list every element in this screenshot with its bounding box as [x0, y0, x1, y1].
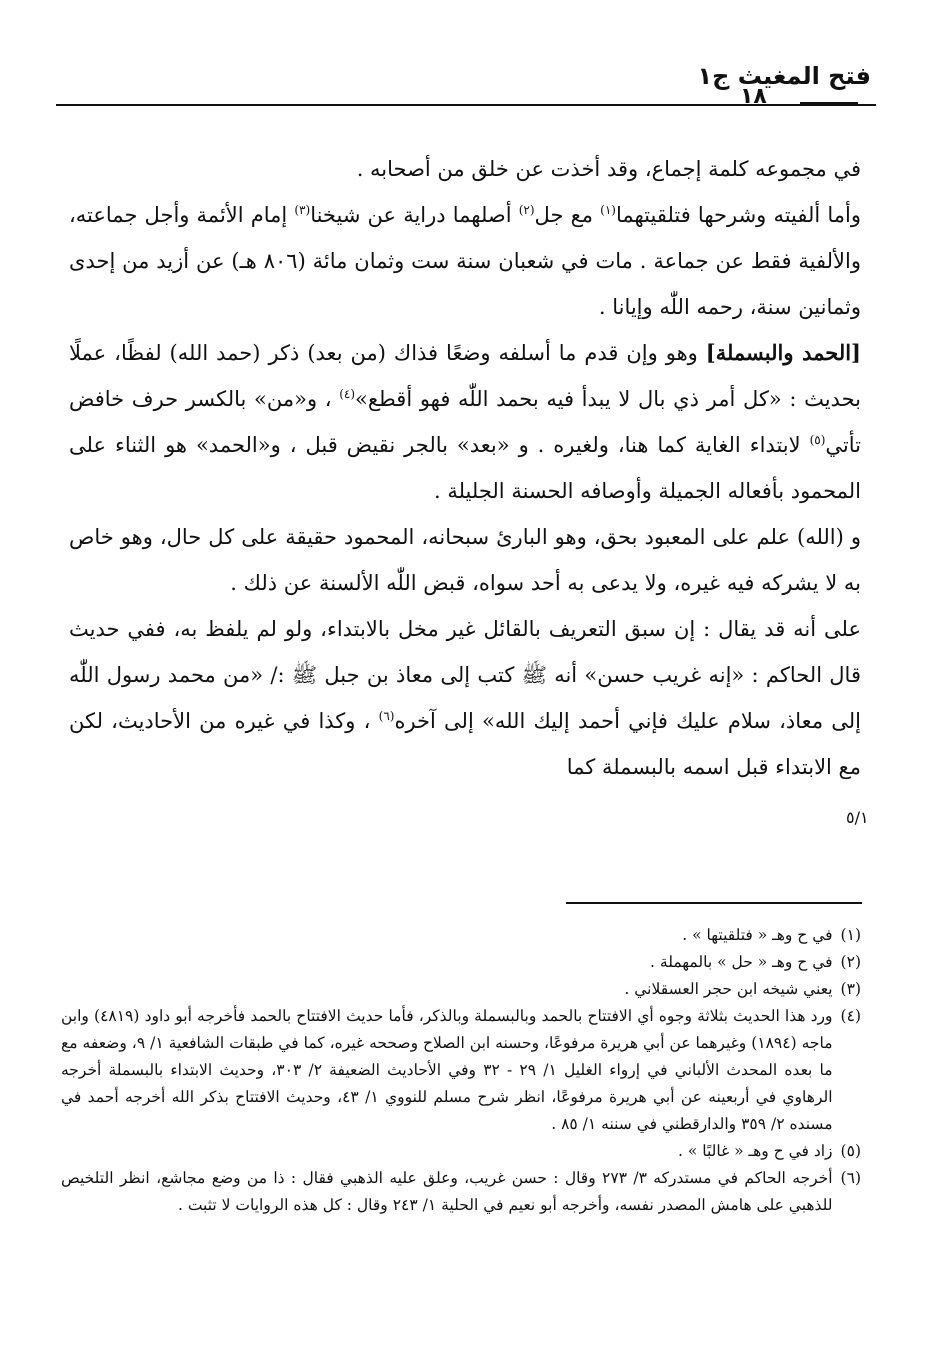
footnote-ref-3[interactable]: (٣): [294, 203, 311, 217]
footnote-text: أخرجه الحاكم في مستدركه ٣/ ٢٧٣ وقال : حسن غريب، وعلق عليه الذهبي فقال : ذا من وضع مجاشع، انظر التلخيص للذهبي على هامش المصدر نفسه، وأخرجه أبو نعيم في الحلية ١/ ٢٤٣ وقال : كل هذه الروايات لا تثبت .: [61, 1169, 833, 1214]
paragraph-3: [69, 330, 861, 514]
footnote-text: في ح وهـ « حل » بالمهملة .: [650, 953, 833, 971]
paragraph-3-text-c: لابتداء الغاية كما هنا، ولغيره . و «بعد» بالجر نقيض قبل ، و«الحمد» هو الثناء على المحمود بأفعاله الجميلة وأوصافه الحسنة الجليلة .: [69, 433, 861, 503]
footnote-item: [61, 949, 861, 976]
footnote-item: [61, 1138, 861, 1165]
footnote-separator: [566, 902, 862, 904]
footnote-number: (١): [840, 926, 861, 944]
paragraph-2-text-a: وأما ألفيته وشرحها فتلقيتهما: [615, 203, 861, 227]
footnote-ref-4[interactable]: (٤): [339, 387, 356, 401]
paragraph-2-text-c: أصلهما دراية عن شيخنا: [310, 203, 519, 227]
footnote-number: (٦): [840, 1169, 861, 1187]
paragraph-1: في مجموعه كلمة إجماع، وقد أخذت عن خلق من أصحابه .: [356, 157, 861, 181]
header-rule: [56, 104, 876, 106]
footnote-ref-1[interactable]: (١): [600, 203, 616, 217]
section-heading: [الحمد والبسملة]: [705, 340, 861, 365]
footnote-text: زاد في ح وهـ « غالبًا » .: [677, 1142, 833, 1160]
footnotes: [61, 922, 861, 1219]
paragraph-5-text-b: ، وكذا في غيره من الأحاديث، لكن مع الابتداء قبل اسمه بالبسملة كما: [69, 709, 861, 779]
footnote-number: (٥): [840, 1142, 861, 1160]
footnote-ref-6[interactable]: (٦): [378, 709, 395, 723]
main-text: [69, 146, 861, 790]
footnote-item: [61, 922, 861, 949]
footnote-number: (٣): [840, 980, 861, 998]
paragraph-3-text-a: وهو وإن قدم ما أسلفه وضعًا فذاك (من بعد) ذكر (حمد الله) لفظًا، عملًا بحديث : «كل أمر ذي بال لا يبدأ فيه بحمد اللّٰه فهو أقطع»: [69, 341, 861, 411]
paragraph-4: و (الله) علم على المعبود بحق، وهو البارئ سبحانه، المحمود حقيقة على كل حال، وهو خاص به لا يشركه فيه غيره، ولا يدعى به أحد سواه، قبض اللّٰه الألسنة عن ذلك .: [69, 525, 861, 595]
paragraph-5-text-a: على أنه قد يقال : إن سبق التعريف بالقائل غير مخل بالابتداء، ولو لم يلفظ به، ففي حديث قال الحاكم : «إنه غريب حسن» أنه ﷺ كتب إلى معاذ بن جبل ﷺ :/ «من محمد رسول اللّٰه إلى معاذ، سلام عليك فإني أحمد إليك الله» إلى آخره: [69, 617, 861, 733]
paragraph-2-text-b: مع جل: [534, 203, 601, 227]
paragraph-2-text-d: إمام الأئمة وأجل جماعته، والألفية فقط عن جماعة . مات في شعبان سنة ست وثمان مائة (٨٠٦ هـ) عن أزيد من إحدى وثمانين سنة، رحمه اللّٰه وإيانا .: [69, 203, 861, 319]
book-title: فتح المغيث ج١: [697, 62, 871, 90]
footnote-number: (٤): [840, 1007, 861, 1025]
footnote-number: (٢): [840, 953, 861, 971]
footnote-item: [61, 1165, 861, 1219]
paragraph-2: [69, 192, 861, 330]
footnote-text: يعني شيخه ابن حجر العسقلاني .: [624, 980, 833, 998]
footnote-text: ورد هذا الحديث بثلاثة وجوه أي الافتتاح بالحمد وبالبسملة وبالذكر، فأما حديث الافتتاح بالحمد فأخرجه أبو داود (٤٨١٩) وابن ماجه (١٨٩٤) وغيرهما عن أبي هريرة مرفوعًا، وحسنه ابن الصلاح وصححه غيره، كما في طبقات الشافعية ١/ ٩، وضعفه مع ما بعده المحدث الألباني في إرواء الغليل ١/ ٢٩ - ٣٢ وفي الأحاديث الضعيفة ٢/ ٣٠٣، وحديث الابتداء بالبسملة أخرجه الرهاوي في أربعينه عن أبي هريرة مرفوعًا، انظر شرح مسلم للنووي ١/ ٤٣، وحديث الافتتاح بذكر الله أخرجه أحمد في مسنده ٢/ ٣٥٩ والدارقطني في سننه ١/ ٨٥ .: [61, 1007, 833, 1133]
page-number: ١٨: [740, 84, 767, 109]
footnote-item: [61, 976, 861, 1003]
margin-reference: ٥/١: [846, 808, 869, 827]
footnote-text: في ح وهـ « فتلقيتها » .: [682, 926, 833, 944]
footnote-ref-5[interactable]: (٥): [809, 433, 826, 447]
footnote-ref-2[interactable]: (٢): [518, 203, 535, 217]
paragraph-3-text-b: ، و«من» بالكسر حرف خافض تأتي: [69, 387, 861, 457]
paragraph-5: [69, 606, 861, 790]
footnote-item: [61, 1003, 861, 1138]
